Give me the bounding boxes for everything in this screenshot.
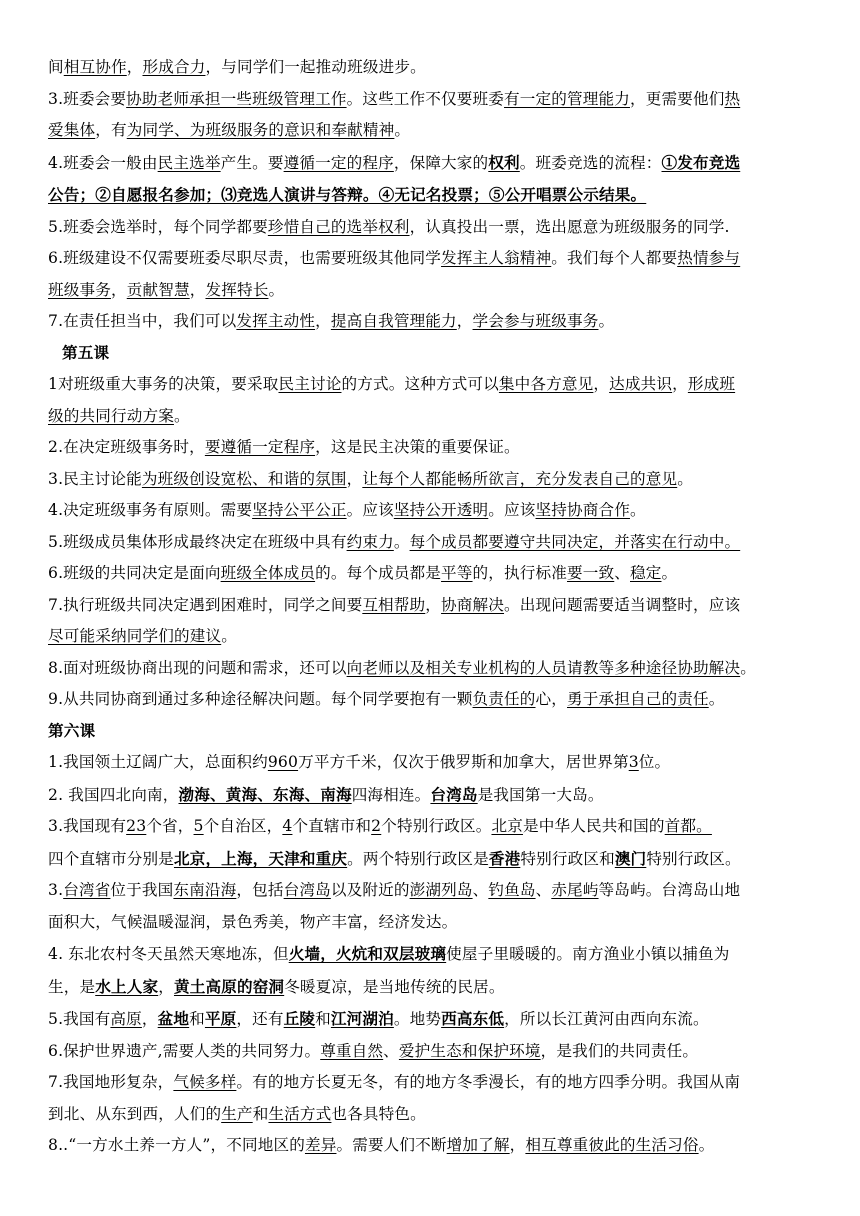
text-segment: ， bbox=[672, 375, 688, 393]
text-segment: 2. 我国四北向南， bbox=[48, 785, 179, 804]
text-line bbox=[48, 52, 830, 84]
text-line bbox=[48, 1067, 830, 1099]
text-line bbox=[48, 464, 830, 496]
text-line bbox=[48, 147, 830, 180]
text-line bbox=[48, 1130, 830, 1162]
underlined-term: 达成共识 bbox=[609, 375, 673, 393]
underlined-term: 约束力 bbox=[346, 532, 394, 551]
underlined-term: 丘陵 bbox=[283, 1009, 316, 1028]
underlined-term: 发挥主人翁精神 bbox=[441, 249, 552, 267]
text-segment: ，保障大家的 bbox=[393, 153, 489, 172]
text-segment: 。班委竞选的流程： bbox=[519, 153, 662, 172]
underlined-term: 增加了解 bbox=[446, 1136, 510, 1154]
text-segment: ，这是民主决策的重要保证。 bbox=[315, 438, 520, 456]
text-segment: 6.班级的共同决定是面向 bbox=[48, 564, 221, 582]
text-segment: 间 bbox=[48, 58, 64, 76]
underlined-term: 钓鱼岛 bbox=[488, 881, 536, 899]
text-segment: ，认真投出一票，选出愿意为班级服务的同学. bbox=[409, 217, 730, 236]
text-line bbox=[48, 212, 830, 244]
text-segment: 。 bbox=[708, 690, 725, 708]
text-segment: 第六课 bbox=[48, 721, 96, 740]
underlined-term: 提高自我管理能力 bbox=[330, 312, 457, 330]
text-line bbox=[48, 621, 830, 653]
text-segment: 。 bbox=[629, 501, 646, 519]
text-segment: 的方式。这种方式可以 bbox=[341, 375, 499, 393]
text-segment: 个省， bbox=[146, 817, 194, 835]
underlined-term: 热情参与 bbox=[677, 249, 741, 267]
text-line bbox=[48, 811, 830, 843]
text-line bbox=[48, 684, 830, 716]
underlined-term: 学会参与班级事务 bbox=[472, 312, 599, 330]
text-segment: ， bbox=[346, 469, 363, 488]
underlined-term: 西高东低 bbox=[441, 1009, 505, 1028]
underlined-term: 尊重自然 bbox=[320, 1041, 384, 1060]
underlined-term: 稳定 bbox=[630, 564, 662, 582]
underlined-term: 气候多样 bbox=[173, 1073, 237, 1091]
underlined-term: 台湾岛 bbox=[283, 881, 331, 899]
underlined-term: 相互协作 bbox=[63, 58, 127, 76]
text-segment: 。这些工作不仅要班委 bbox=[346, 89, 505, 108]
text-line bbox=[48, 558, 830, 590]
text-segment: 8..“一方水土养一方人”，不同地区的 bbox=[48, 1136, 305, 1154]
text-segment: 特别行政区和 bbox=[520, 849, 615, 868]
text-segment: 。地势 bbox=[393, 1010, 442, 1028]
text-segment: 1.我国领土辽阔广大，总面积约 bbox=[48, 753, 268, 771]
underlined-term: 江河湖泊 bbox=[330, 1009, 394, 1028]
underlined-term: 黄土高原的窑洞 bbox=[173, 976, 285, 996]
text-segment: 。 bbox=[393, 532, 410, 551]
text-segment: 。 bbox=[268, 280, 285, 299]
underlined-term: 差异 bbox=[304, 1136, 337, 1154]
text-segment: 2.在决定班级事务时， bbox=[48, 438, 205, 456]
text-segment: 等岛屿。台湾岛山地 bbox=[598, 881, 741, 899]
underlined-term: 2 bbox=[371, 817, 382, 835]
text-line bbox=[48, 495, 830, 527]
text-line bbox=[48, 1099, 830, 1131]
text-line bbox=[48, 84, 830, 116]
underlined-term: 爱护生态和保护环境 bbox=[398, 1041, 541, 1060]
text-line bbox=[48, 275, 830, 307]
underlined-term: 相互尊重彼此的生活习俗 bbox=[525, 1136, 699, 1154]
text-segment: ，更需要他们 bbox=[629, 89, 725, 108]
underlined-term: 尽可能采纳同学们的建议 bbox=[48, 627, 222, 645]
text-segment: 万平方千米，仅次于俄罗斯和加拿大，居世界第 bbox=[298, 753, 629, 771]
text-segment: ， bbox=[141, 1010, 158, 1028]
section-heading bbox=[48, 338, 830, 370]
text-segment: 7.我国地形复杂， bbox=[48, 1073, 174, 1091]
text-segment: 、 bbox=[383, 1041, 399, 1060]
text-line bbox=[48, 401, 830, 433]
text-segment: 产生。要 bbox=[220, 153, 284, 172]
underlined-term: 每个成员都要遵守共同决定，并落实在行动中。 bbox=[409, 532, 741, 551]
underlined-term: ①发布竞选 bbox=[661, 152, 741, 172]
text-segment: 和 bbox=[189, 1010, 205, 1028]
text-segment: ，还有 bbox=[236, 1010, 284, 1028]
text-segment: ， bbox=[315, 312, 331, 330]
text-segment: 、 bbox=[535, 881, 552, 899]
underlined-term: 坚持公开透明 bbox=[393, 501, 489, 519]
text-segment: 到北、从东到西，人们的 bbox=[48, 1104, 222, 1123]
text-segment: 是中华人民共和国的 bbox=[522, 817, 665, 835]
underlined-term: 平原 bbox=[204, 1009, 237, 1028]
underlined-term: 权利 bbox=[488, 152, 520, 172]
underlined-term: 5 bbox=[193, 817, 204, 835]
text-segment: ， bbox=[456, 312, 473, 330]
text-segment: 。 bbox=[698, 1136, 715, 1154]
text-segment: 9.从共同协商到通过多种途径解决问题。每个同学要抱有一颗 bbox=[48, 690, 473, 708]
text-segment: ， bbox=[593, 375, 610, 393]
text-segment: 4. 东北农村冬天虽然天寒地冻，但 bbox=[48, 945, 289, 963]
underlined-term: 贡献智慧 bbox=[126, 280, 190, 299]
underlined-term: 澳门 bbox=[614, 848, 647, 868]
text-line bbox=[48, 907, 830, 939]
text-segment: 生，是 bbox=[48, 977, 96, 996]
underlined-term: 为班级创设宽松、和谐的氛围 bbox=[141, 469, 347, 488]
text-segment: 特别行政区。 bbox=[646, 849, 741, 868]
underlined-term: 23 bbox=[126, 817, 147, 835]
text-line bbox=[48, 369, 830, 401]
text-segment: 、 bbox=[614, 564, 630, 582]
underlined-term: 香港 bbox=[488, 848, 521, 868]
text-line bbox=[48, 306, 830, 338]
text-segment: ，包括 bbox=[236, 881, 284, 899]
text-segment: 也各具特色。 bbox=[331, 1104, 426, 1123]
underlined-term: 首都。 bbox=[664, 817, 712, 835]
text-segment: 。 bbox=[598, 312, 615, 330]
text-line bbox=[48, 843, 830, 876]
text-segment: 。我们每个人都要 bbox=[551, 249, 678, 267]
underlined-term: 坚持公平公正 bbox=[252, 501, 347, 519]
text-line bbox=[48, 590, 830, 622]
text-segment: 1对班级重大事务的决策，要采取 bbox=[48, 375, 279, 393]
underlined-term: 负责任的 bbox=[472, 690, 536, 708]
underlined-term: 赤尾屿 bbox=[551, 881, 599, 899]
underlined-term: 协商解决 bbox=[441, 595, 505, 614]
underlined-term: 澎湖列岛 bbox=[409, 881, 473, 899]
underlined-term: 勇于承担自己的责任 bbox=[567, 690, 709, 708]
text-segment: 和 bbox=[315, 1010, 331, 1028]
underlined-term: 渤海、黄海、东海、南海 bbox=[178, 784, 352, 804]
underlined-term: 要遵循一定程序 bbox=[204, 438, 316, 456]
text-segment: 个特别行政区。 bbox=[381, 817, 492, 835]
text-line bbox=[48, 971, 830, 1004]
text-line bbox=[48, 779, 830, 812]
underlined-term: 3 bbox=[628, 753, 639, 771]
text-line bbox=[48, 527, 830, 559]
section-heading bbox=[48, 716, 830, 748]
text-segment: 使屋子里暖暖的。南方渔业小镇以捕鱼为 bbox=[446, 945, 730, 963]
underlined-term: 互相帮助 bbox=[362, 595, 426, 614]
underlined-term: 高原 bbox=[110, 1010, 142, 1028]
underlined-term: 生活方式 bbox=[268, 1104, 332, 1123]
underlined-term: 坚持协商合作 bbox=[535, 501, 630, 519]
underlined-term: 有一定的管理能力 bbox=[504, 89, 630, 108]
text-segment: 。应该 bbox=[346, 501, 394, 519]
underlined-term: 向老师以及相关专业机构的人员请教等多种途径协助解决 bbox=[346, 658, 741, 677]
text-segment: 7.在责任担当中，我们可以 bbox=[48, 312, 237, 330]
text-segment: 。两个特别行政区是 bbox=[347, 849, 489, 868]
text-segment: 5.我国有 bbox=[48, 1010, 111, 1028]
text-segment: ，是我们的共同责任。 bbox=[540, 1041, 699, 1060]
text-segment: 是我国第一大岛。 bbox=[477, 785, 604, 804]
text-line bbox=[48, 653, 830, 685]
text-segment: 。出现问题需要适当调整时，应该 bbox=[504, 595, 741, 614]
underlined-term: 平等 bbox=[441, 564, 473, 582]
text-segment: 5.班委会选举时，每个同学都要 bbox=[48, 217, 268, 236]
text-segment: 、 bbox=[472, 881, 489, 899]
text-segment: 5.班级成员集体形成最终决定在班级中具有 bbox=[48, 532, 347, 551]
text-segment: ，有 bbox=[95, 121, 127, 139]
underlined-term: 盆地 bbox=[157, 1009, 190, 1028]
text-line bbox=[48, 747, 830, 779]
underlined-term: 级的共同行动方案 bbox=[48, 406, 174, 425]
text-segment: 3.我国现有 bbox=[48, 817, 127, 835]
text-segment: 个直辖市和 bbox=[292, 817, 372, 835]
text-segment: 的。每个成员都是 bbox=[315, 564, 442, 582]
text-segment: ， bbox=[509, 1136, 526, 1154]
underlined-term: 台湾岛 bbox=[430, 784, 478, 804]
text-segment: 第五课 bbox=[62, 343, 110, 362]
underlined-term: 生产 bbox=[221, 1104, 253, 1123]
text-segment: 3.民主讨论能 bbox=[48, 469, 142, 488]
text-segment: 个自治区， bbox=[203, 817, 283, 835]
text-segment: ， bbox=[425, 595, 442, 614]
underlined-term: 爱集体 bbox=[48, 121, 96, 139]
text-segment: 4.班委会一般由 bbox=[48, 153, 158, 172]
text-segment: 6.保护世界遗产,需要人类的共同努力。 bbox=[48, 1041, 321, 1060]
underlined-term: 珍惜自己的选举权利 bbox=[267, 217, 410, 236]
underlined-term: 协助老师承担一些班级管理工作 bbox=[126, 89, 347, 108]
text-segment: ， bbox=[158, 977, 174, 996]
underlined-term: 4 bbox=[282, 817, 293, 835]
text-segment: 心， bbox=[535, 690, 568, 708]
text-line bbox=[48, 432, 830, 464]
text-segment: 。应该 bbox=[488, 501, 536, 519]
underlined-term: 热 bbox=[724, 89, 741, 108]
text-segment: 4.决定班级事务有原则。需要 bbox=[48, 501, 253, 519]
text-segment: 7.执行班级共同决定遇到困难时，同学之间要 bbox=[48, 595, 363, 614]
underlined-term: 班级事务 bbox=[48, 280, 111, 299]
underlined-term: 960 bbox=[267, 753, 299, 771]
underlined-term: 集中各方意见 bbox=[498, 375, 594, 393]
text-line bbox=[48, 115, 830, 147]
text-segment: 3. bbox=[48, 881, 64, 899]
text-segment: 。需要人们不断 bbox=[336, 1136, 447, 1154]
text-line bbox=[48, 938, 830, 971]
underlined-term: 东南沿海 bbox=[173, 881, 237, 899]
text-line bbox=[48, 875, 830, 907]
underlined-term: 要一致 bbox=[567, 564, 615, 582]
text-line bbox=[48, 243, 830, 275]
underlined-term: 水上人家 bbox=[95, 976, 159, 996]
text-segment: 。 bbox=[173, 406, 190, 425]
underlined-term: 火墙，火炕和双层玻璃 bbox=[288, 944, 447, 963]
text-segment: 面积大，气候温暖湿润，景色秀美，物产丰富，经济发达。 bbox=[48, 912, 458, 931]
text-segment: 冬暖夏凉，是当地传统的民居。 bbox=[284, 977, 505, 996]
text-segment: ， bbox=[110, 280, 127, 299]
text-segment: 和 bbox=[252, 1104, 269, 1123]
text-line bbox=[48, 1003, 830, 1036]
text-segment: 。 bbox=[677, 469, 693, 488]
text-segment: 的，执行标准 bbox=[472, 564, 568, 582]
text-segment: 。 bbox=[661, 564, 678, 582]
text-segment: 四个直辖市分别是 bbox=[48, 849, 174, 868]
underlined-term: 形成班 bbox=[687, 375, 736, 393]
text-segment: 位于我国 bbox=[110, 881, 174, 899]
text-segment: ， bbox=[126, 58, 143, 76]
text-segment: 。 bbox=[221, 627, 237, 645]
underlined-term: 班级全体成员 bbox=[220, 564, 316, 582]
text-segment: ，所以长江黄河由西向东流。 bbox=[504, 1010, 709, 1028]
text-segment: 。有的地方长夏无冬，有的地方冬季漫长，有的地方四季分明。我国从南 bbox=[236, 1073, 741, 1091]
text-segment: 。 bbox=[394, 121, 411, 139]
text-segment: 。 bbox=[740, 658, 756, 677]
underlined-term: 北京，上海，天津和重庆 bbox=[173, 848, 348, 868]
text-segment: 6.班级建设不仅需要班委尽职尽责，也需要班级其他同学 bbox=[48, 249, 442, 267]
text-segment: 以及附近的 bbox=[330, 881, 410, 899]
text-line bbox=[48, 1036, 830, 1068]
text-line bbox=[48, 179, 830, 212]
underlined-term: 民主选举 bbox=[157, 153, 221, 172]
underlined-term: 发挥特长 bbox=[205, 280, 269, 299]
underlined-term: 公告；②自愿报名参加；⑶竞选人演讲与答辩。④无记名投票；⑤公开唱票公示结果。 bbox=[48, 185, 647, 204]
text-segment: 8.面对班级协商出现的问题和需求，还可以 bbox=[48, 658, 347, 677]
underlined-term: 让每个人都能畅所欲言，充分发表自己的意见 bbox=[362, 469, 678, 488]
underlined-term: 北京 bbox=[491, 817, 523, 835]
underlined-term: 为同学、为班级服务的意识和奉献精神 bbox=[126, 121, 395, 139]
underlined-term: 形成合力 bbox=[142, 58, 206, 76]
text-segment: ， bbox=[189, 280, 206, 299]
underlined-term: 民主讨论 bbox=[278, 375, 342, 393]
text-segment: ，与同学们一起推动班级进步。 bbox=[205, 58, 426, 76]
underlined-term: 发挥主动性 bbox=[236, 312, 316, 330]
underlined-term: 台湾省 bbox=[63, 881, 111, 899]
text-segment: 位。 bbox=[638, 753, 671, 771]
underlined-term: 遵循一定的程序 bbox=[283, 153, 394, 172]
text-segment: 四海相连。 bbox=[351, 785, 431, 804]
text-segment: 3.班委会要 bbox=[48, 89, 127, 108]
